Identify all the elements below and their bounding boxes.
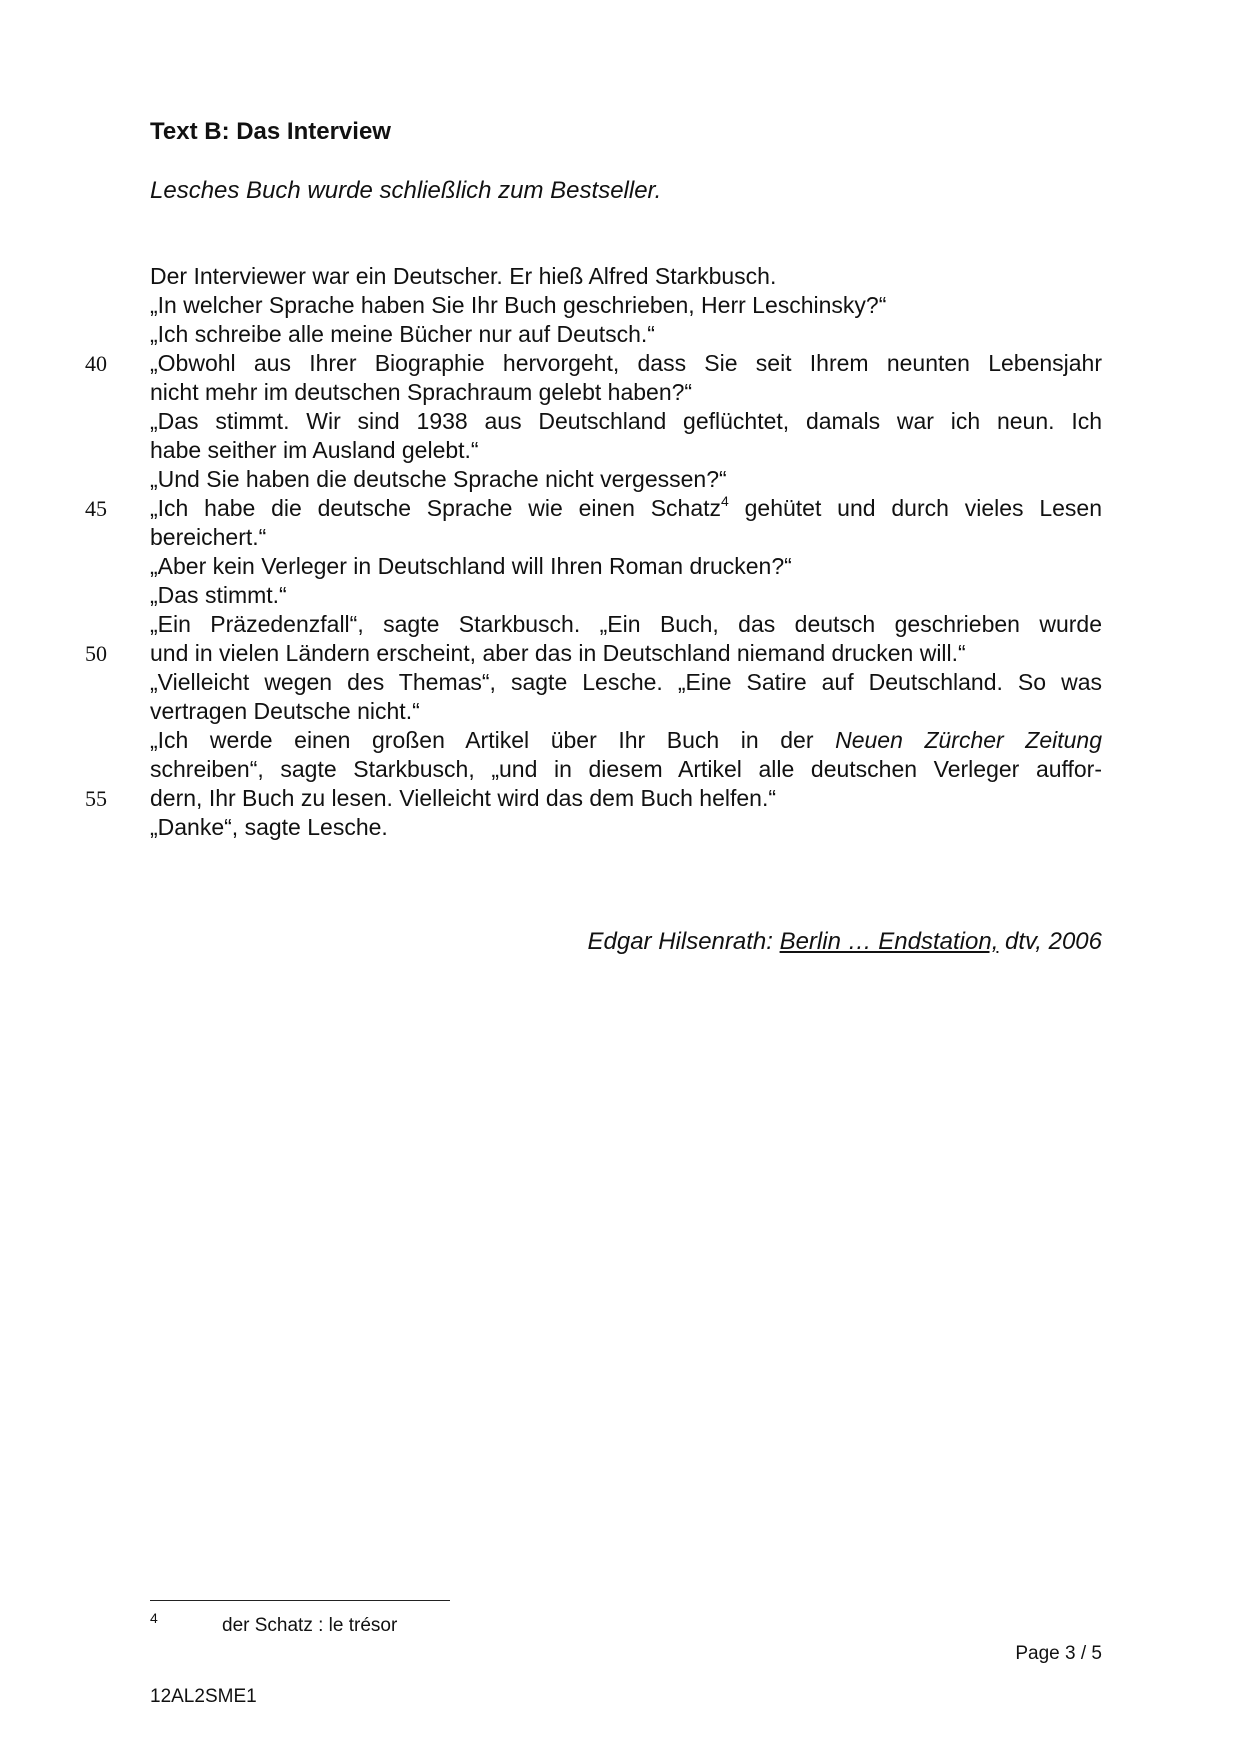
line-text-part: gehütet und durch vieles Lesen	[728, 495, 1102, 521]
line-text: „In welcher Sprache haben Sie Ihr Buch geschrieben, Herr Leschinsky?“	[150, 292, 887, 318]
text-line	[150, 813, 1102, 842]
source-citation	[587, 928, 1102, 956]
citation-publisher: dtv, 2006	[998, 928, 1102, 955]
line-text: dern, Ihr Buch zu lesen. Vielleicht wird das dem Buch helfen.“	[150, 785, 777, 811]
line-text: bereichert.“	[150, 524, 267, 550]
page-number: Page 3 / 5	[1015, 1643, 1102, 1664]
newspaper-title: Neuen Zürcher Zeitung	[835, 727, 1102, 753]
line-number: 55	[85, 786, 107, 811]
line-text-part: „Ich werde einen großen Artikel über Ihr Buch in der	[150, 727, 836, 753]
line-text: „Vielleicht wegen des Themas“, sagte Lesche. „Eine Satire auf Deutschland. So was	[150, 669, 1102, 695]
footnote-reference: 4	[721, 493, 729, 509]
document-code: 12AL2SME1	[150, 1686, 257, 1707]
text-line	[150, 320, 1102, 349]
line-text: und in vielen Ländern erscheint, aber das in Deutschland niemand drucken will.“	[150, 640, 966, 666]
text-line	[85, 349, 1102, 378]
citation-author: Edgar Hilsenrath:	[587, 928, 780, 955]
text-line	[150, 465, 1102, 494]
text-line	[150, 523, 1102, 552]
line-text: „Das stimmt.“	[150, 582, 287, 608]
line-text: „Ich schreibe alle meine Bücher nur auf Deutsch.“	[150, 321, 655, 347]
text-subtitle: Lesches Buch wurde schließlich zum Bestseller.	[150, 177, 662, 204]
text-heading: Text B: Das Interview	[150, 118, 391, 145]
line-text: „Das stimmt. Wir sind 1938 aus Deutschland geflüchtet, damals war ich neun. Ich	[150, 408, 1102, 434]
line-number: 40	[85, 351, 107, 376]
line-text	[150, 495, 1102, 521]
text-line	[150, 610, 1102, 639]
text-line	[85, 639, 1102, 668]
text-line	[150, 581, 1102, 610]
line-text: „Ein Präzedenzfall“, sagte Starkbusch. „Ein Buch, das deutsch geschrieben wurde	[150, 611, 1102, 637]
line-number: 45	[85, 496, 107, 521]
text-line	[150, 262, 1102, 291]
interview-body	[85, 262, 1102, 842]
line-text: „Danke“, sagte Lesche.	[150, 814, 388, 840]
line-text-part: „Ich habe die deutsche Sprache wie einen Schatz	[150, 495, 722, 521]
footnote-divider	[150, 1600, 450, 1601]
text-line	[150, 378, 1102, 407]
citation-book-title: Berlin … Endstation,	[779, 928, 999, 955]
line-text: Der Interviewer war ein Deutscher. Er hieß Alfred Starkbusch.	[150, 263, 777, 289]
text-line	[85, 493, 1102, 523]
text-line	[150, 755, 1102, 784]
text-line	[150, 291, 1102, 320]
line-text: vertragen Deutsche nicht.“	[150, 698, 420, 724]
line-text	[150, 727, 1102, 753]
line-text: „Obwohl aus Ihrer Biographie hervorgeht, dass Sie seit Ihrem neunten Lebensjahr	[150, 350, 1102, 376]
text-line	[150, 726, 1102, 755]
text-line	[150, 407, 1102, 436]
footnote-number: 4	[150, 1610, 158, 1626]
text-line	[85, 784, 1102, 813]
line-number: 50	[85, 641, 107, 666]
line-text: nicht mehr im deutschen Sprachraum gelebt haben?“	[150, 379, 693, 405]
line-text: habe seither im Ausland gelebt.“	[150, 437, 479, 463]
line-text: „Und Sie haben die deutsche Sprache nicht vergessen?“	[150, 466, 727, 492]
text-line	[150, 668, 1102, 697]
line-text: schreiben“, sagte Starkbusch, „und in diesem Artikel alle deutschen Verleger auffor-	[150, 756, 1102, 782]
text-line	[150, 436, 1102, 465]
line-text: „Aber kein Verleger in Deutschland will Ihren Roman drucken?“	[150, 553, 792, 579]
footnote-text: der Schatz : le trésor	[222, 1615, 398, 1636]
text-line	[150, 552, 1102, 581]
text-line	[150, 697, 1102, 726]
